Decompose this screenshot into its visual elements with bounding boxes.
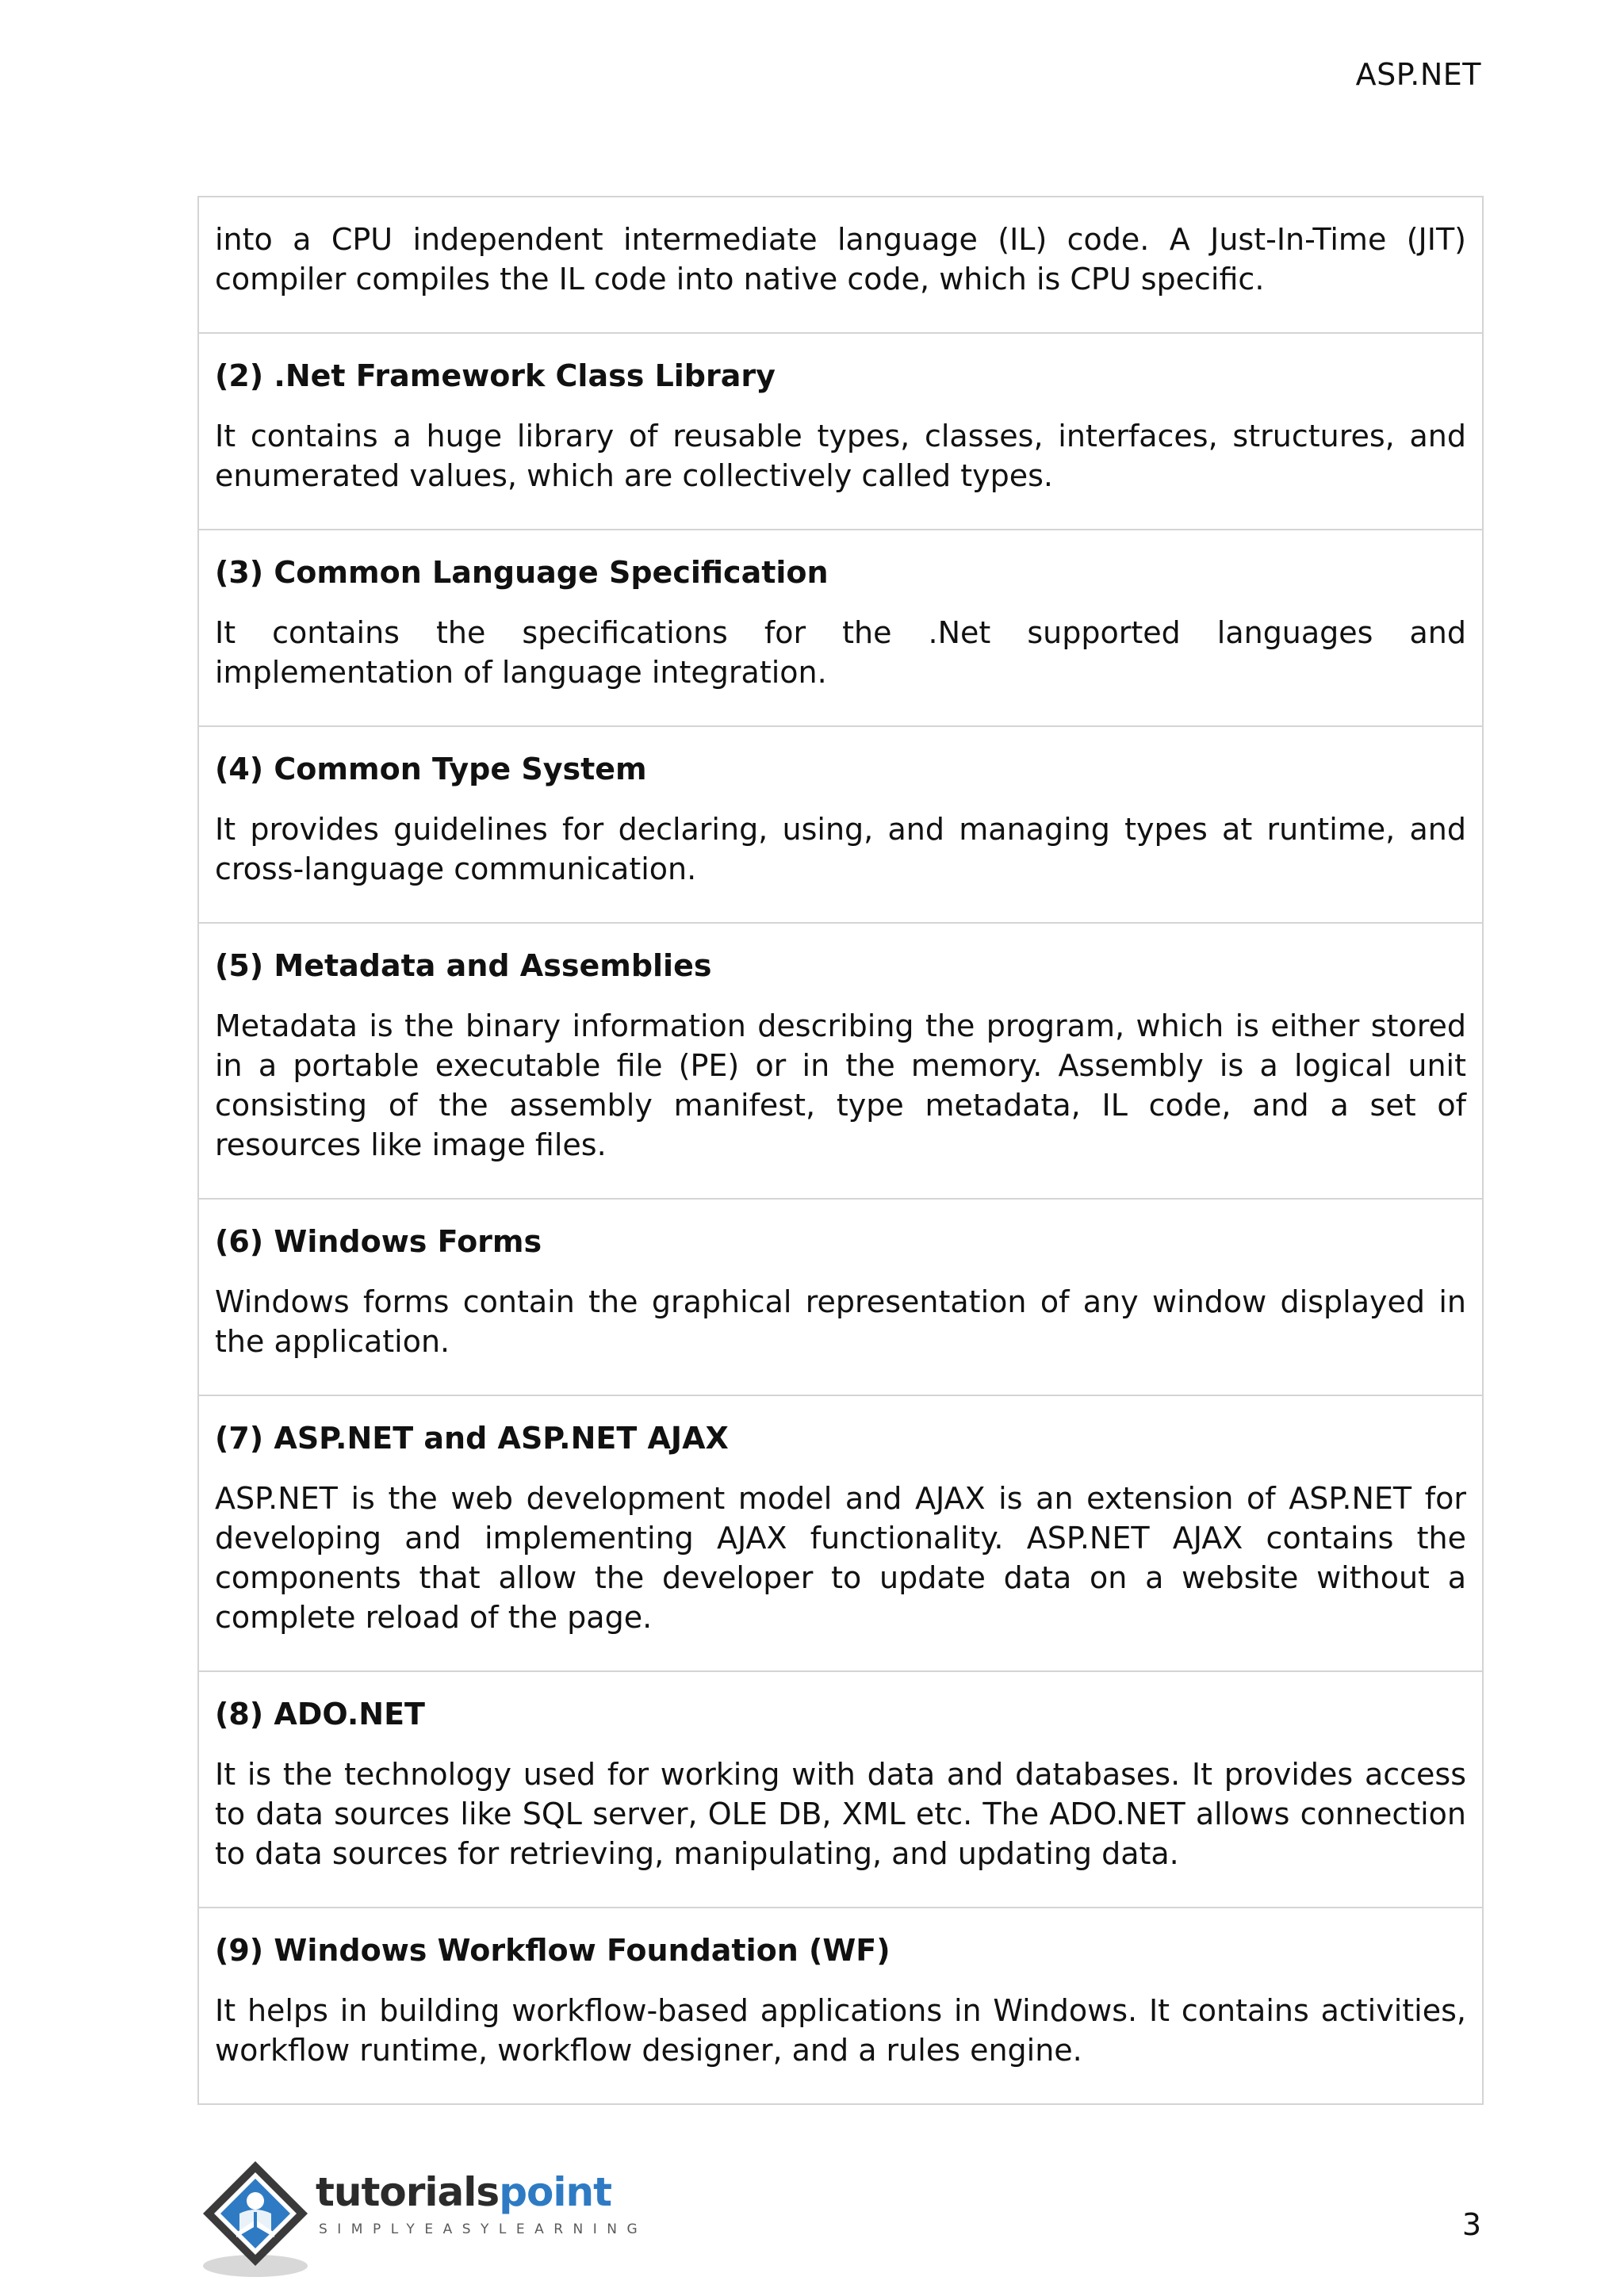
row-title: (5) Metadata and Assemblies: [215, 948, 712, 983]
page-number: 3: [1461, 2207, 1481, 2242]
row-body: Windows forms contain the graphical representation of any window displayed in the application.: [215, 1284, 1466, 1359]
row-body: Metadata is the binary information describing the program, which is either stored in a portable executable file (PE) or in the memory. Assembly is a logical unit consisting of the assembly manifest, type metadata, IL code, and a set of resources like image files.: [215, 1008, 1466, 1162]
table-row: [199, 1395, 1482, 1670]
row-title: (7) ASP.NET and ASP.NET AJAX: [215, 1421, 729, 1456]
table-row: [199, 922, 1482, 1198]
row-title: (3) Common Language Specification: [215, 555, 829, 590]
tutorialspoint-logo: [198, 2155, 648, 2282]
row-title: (4) Common Type System: [215, 752, 647, 786]
table-row: [199, 332, 1482, 529]
row-title: (2) .Net Framework Class Library: [215, 358, 776, 393]
row-body: It contains a huge library of reusable types, classes, interfaces, structures, and enumerated values, which are collectively called types.: [215, 419, 1466, 493]
page-header-title: ASP.NET: [1355, 57, 1481, 92]
logo-diamond-icon: [198, 2155, 317, 2282]
row-body: It is the technology used for working with data and databases. It provides access to data sources like SQL server, OLE DB, XML etc. The ADO.NET allows connection to data sources for retrieving, manipulating, and updating data.: [215, 1757, 1466, 1871]
row-body: It provides guidelines for declaring, using, and managing types at runtime, and cross-language communication.: [215, 812, 1466, 886]
logo-word-point: point: [499, 2169, 611, 2215]
row-body: ASP.NET is the web development model and AJAX is an extension of ASP.NET for developing and implementing AJAX functionality. ASP.NET AJAX contains the components that allow the developer to update data on a website without a complete reload of the page.: [215, 1481, 1466, 1635]
row-title: (8) ADO.NET: [215, 1697, 425, 1732]
content-table: [197, 196, 1484, 2105]
table-row: [199, 1907, 1482, 2103]
row-title: (9) Windows Workflow Foundation (WF): [215, 1933, 891, 1968]
row-body: into a CPU independent intermediate language (IL) code. A Just-In-Time (JIT) compiler compiles the IL code into native code, which is CPU specific.: [215, 222, 1466, 297]
logo-tagline: SIMPLYEASYLEARNING: [319, 2221, 648, 2237]
logo-word-tutorials: tutorials: [316, 2169, 500, 2215]
table-row: [199, 1198, 1482, 1395]
logo-wordmark: [316, 2169, 611, 2215]
row-title: (6) Windows Forms: [215, 1224, 542, 1259]
table-row: [199, 725, 1482, 922]
row-body: It helps in building workflow-based applications in Windows. It contains activities, workflow runtime, workflow designer, and a rules engine.: [215, 1993, 1466, 2068]
table-row: [199, 197, 1482, 332]
table-row: [199, 529, 1482, 725]
row-body: It contains the specifications for the .Net supported languages and implementation of language integration.: [215, 615, 1466, 690]
table-row: [199, 1670, 1482, 1907]
